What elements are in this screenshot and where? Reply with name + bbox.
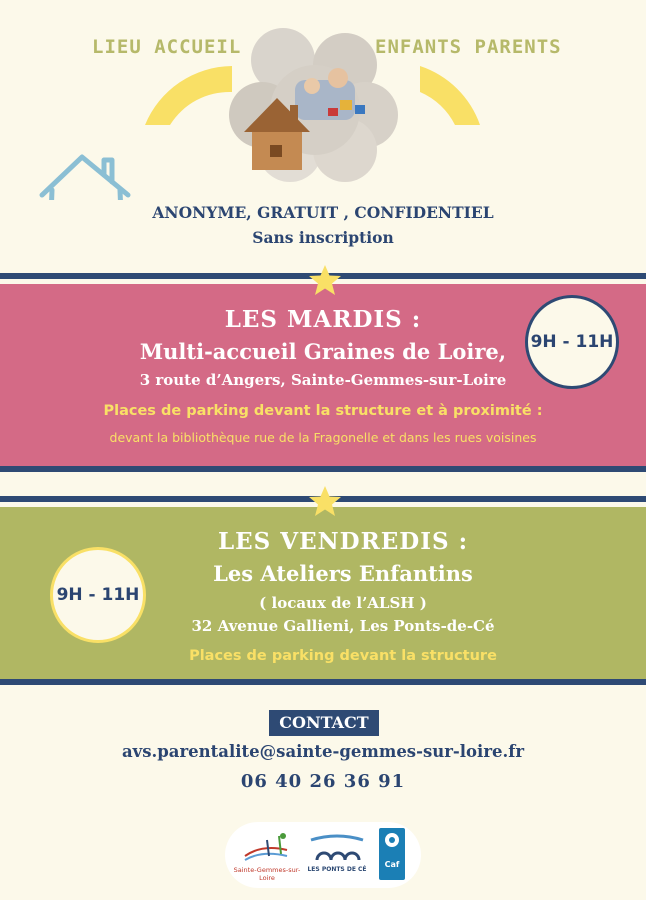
left-arch-shape (145, 66, 232, 125)
mardi-parking-detail: devant la bibliothèque rue de la Fragonelle et dans les rues voisines (109, 430, 537, 445)
vendredi-hours-badge (50, 547, 146, 643)
subtagline: Sans inscription (252, 228, 394, 247)
star-icon (308, 264, 342, 296)
title-right: ENFANTS PARENTS (375, 36, 562, 58)
right-arch-shape (420, 66, 480, 125)
caf-logo (379, 828, 405, 880)
vendredi-place: Les Ateliers Enfantins (213, 561, 473, 586)
contact-label: CONTACT (269, 710, 379, 736)
logos-strip (225, 822, 421, 888)
bottom-stripe-2 (0, 679, 646, 685)
star-icon (308, 485, 342, 517)
ponts-de-ce-logo-icon (309, 832, 365, 864)
ponts-de-ce-logo-text: LES PONTS DE CÉ (307, 866, 367, 873)
house-sketch-icon (42, 157, 128, 200)
mardi-hours-badge (525, 295, 619, 389)
vendredi-address: 32 Avenue Gallieni, Les Ponts-de-Cé (191, 617, 495, 635)
caf-logo-icon (383, 831, 401, 849)
sainte-gemmes-logo-icon (237, 830, 299, 870)
vendredi-hours: 9H - 11H (56, 585, 140, 605)
contact-phone[interactable]: 06 40 26 36 91 (240, 771, 406, 792)
sainte-gemmes-logo-text: Sainte-Gemmes-sur-Loire (233, 866, 301, 882)
bottom-stripe-1 (0, 466, 646, 472)
mardi-place: Multi-accueil Graines de Loire, (139, 339, 507, 364)
contact-email[interactable]: avs.parentalite@sainte-gemmes-sur-loire.fr (121, 742, 525, 761)
title-left: LIEU ACCUEIL (92, 36, 242, 58)
caf-logo-text: Caf (384, 860, 400, 869)
mardi-parking-title: Places de parking devant la structure et à proximité : (103, 403, 543, 419)
vendredi-sub: ( locaux de l’ALSH ) (259, 594, 427, 612)
vendredi-parking: Places de parking devant la structure (189, 648, 497, 664)
header-decoration (0, 0, 646, 200)
tagline: ANONYME, GRATUIT , CONFIDENTIEL (152, 203, 494, 222)
vendredi-heading: LES VENDREDIS : (217, 528, 469, 555)
mardi-heading: LES MARDIS : (224, 306, 422, 333)
mardi-hours: 9H - 11H (530, 332, 614, 352)
mardi-address: 3 route d’Angers, Sainte-Gemmes-sur-Loire (139, 371, 507, 389)
